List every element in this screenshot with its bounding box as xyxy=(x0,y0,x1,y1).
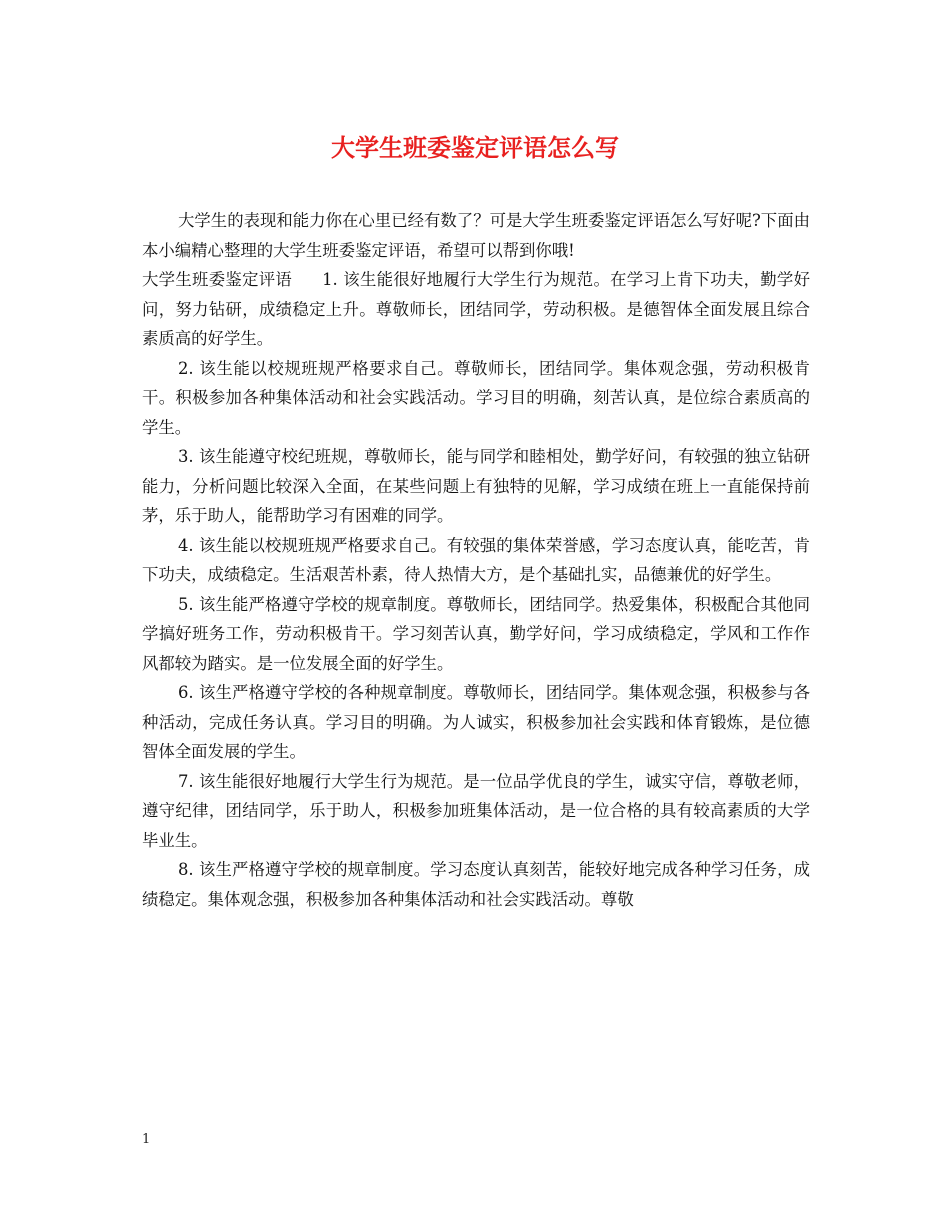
item-paragraph-2: 2. 该生能以校规班规严格要求自己。尊敬师长，团结同学。集体观念强，劳动积极肯干。积极参加各种集体活动和社会实践活动。学习目的明确，刻苦认真，是位综合素质高的学生。 xyxy=(142,358,810,437)
section-heading: 大学生班委鉴定评语 xyxy=(142,270,293,289)
item-paragraph-6: 6. 该生严格遵守学校的各种规章制度。尊敬师长，团结同学。集体观念强，积极参与各种活动，完成任务认真。学习目的明确。为人诚实，积极参加社会实践和体育锻炼，是位德智体全面发展的学生。 xyxy=(142,683,810,761)
item-paragraph-4: 4. 该生能以校规班规严格要求自己。有较强的集体荣誉感，学习态度认真，能吃苦，肯下功夫，成绩稳定。生活艰苦朴素，待人热情大方，是个基础扎实，品德兼优的好学生。 xyxy=(142,535,810,584)
item-paragraph-3: 3. 该生能遵守校纪班规，尊敬师长，能与同学和睦相处，勤学好问，有较强的独立钻研能力，分析问题比较深入全面，在某些问题上有独特的见解，学习成绩在班上一直能保持前茅，乐于助人，能帮助学习有困难的同学。 xyxy=(142,447,810,525)
item-paragraph-7: 7. 该生能很好地履行大学生行为规范。是一位品学优良的学生，诚实守信，尊敬老师，遵守纪律，团结同学，乐于助人，积极参加班集体活动，是一位合格的具有较高素质的大学毕业生。 xyxy=(142,771,810,850)
first-item-paragraph xyxy=(142,265,810,354)
page-number: 1 xyxy=(142,1132,151,1147)
intro-paragraph: 大学生的表现和能力你在心里已经有数了？可是大学生班委鉴定评语怎么写好呢?下面由本小编精心整理的大学生班委鉴定评语，希望可以帮到你哦! xyxy=(142,211,810,260)
document-title: 大学生班委鉴定评语怎么写 xyxy=(331,133,619,162)
item-1-text: 1. 该生能很好地履行大学生行为规范。在学习上肯下功夫，勤学好问，努力钻研，成绩稳定上升。尊敬师长，团结同学，劳动积极。是德智体全面发展且综合素质高的好学生。 xyxy=(142,270,810,348)
document-body xyxy=(142,206,810,914)
item-paragraph-5: 5. 该生能严格遵守学校的规章制度。尊敬师长，团结同学。热爱集体，积极配合其他同学搞好班务工作，劳动积极肯干。学习刻苦认真，勤学好问，学习成绩稳定，学风和工作作风都较为踏实。是一位发展全面的好学生。 xyxy=(142,594,810,673)
item-paragraph-8: 8. 该生严格遵守学校的规章制度。学习态度认真刻苦，能较好地完成各种学习任务，成绩稳定。集体观念强，积极参加各种集体活动和社会实践活动。尊敬 xyxy=(142,860,810,909)
